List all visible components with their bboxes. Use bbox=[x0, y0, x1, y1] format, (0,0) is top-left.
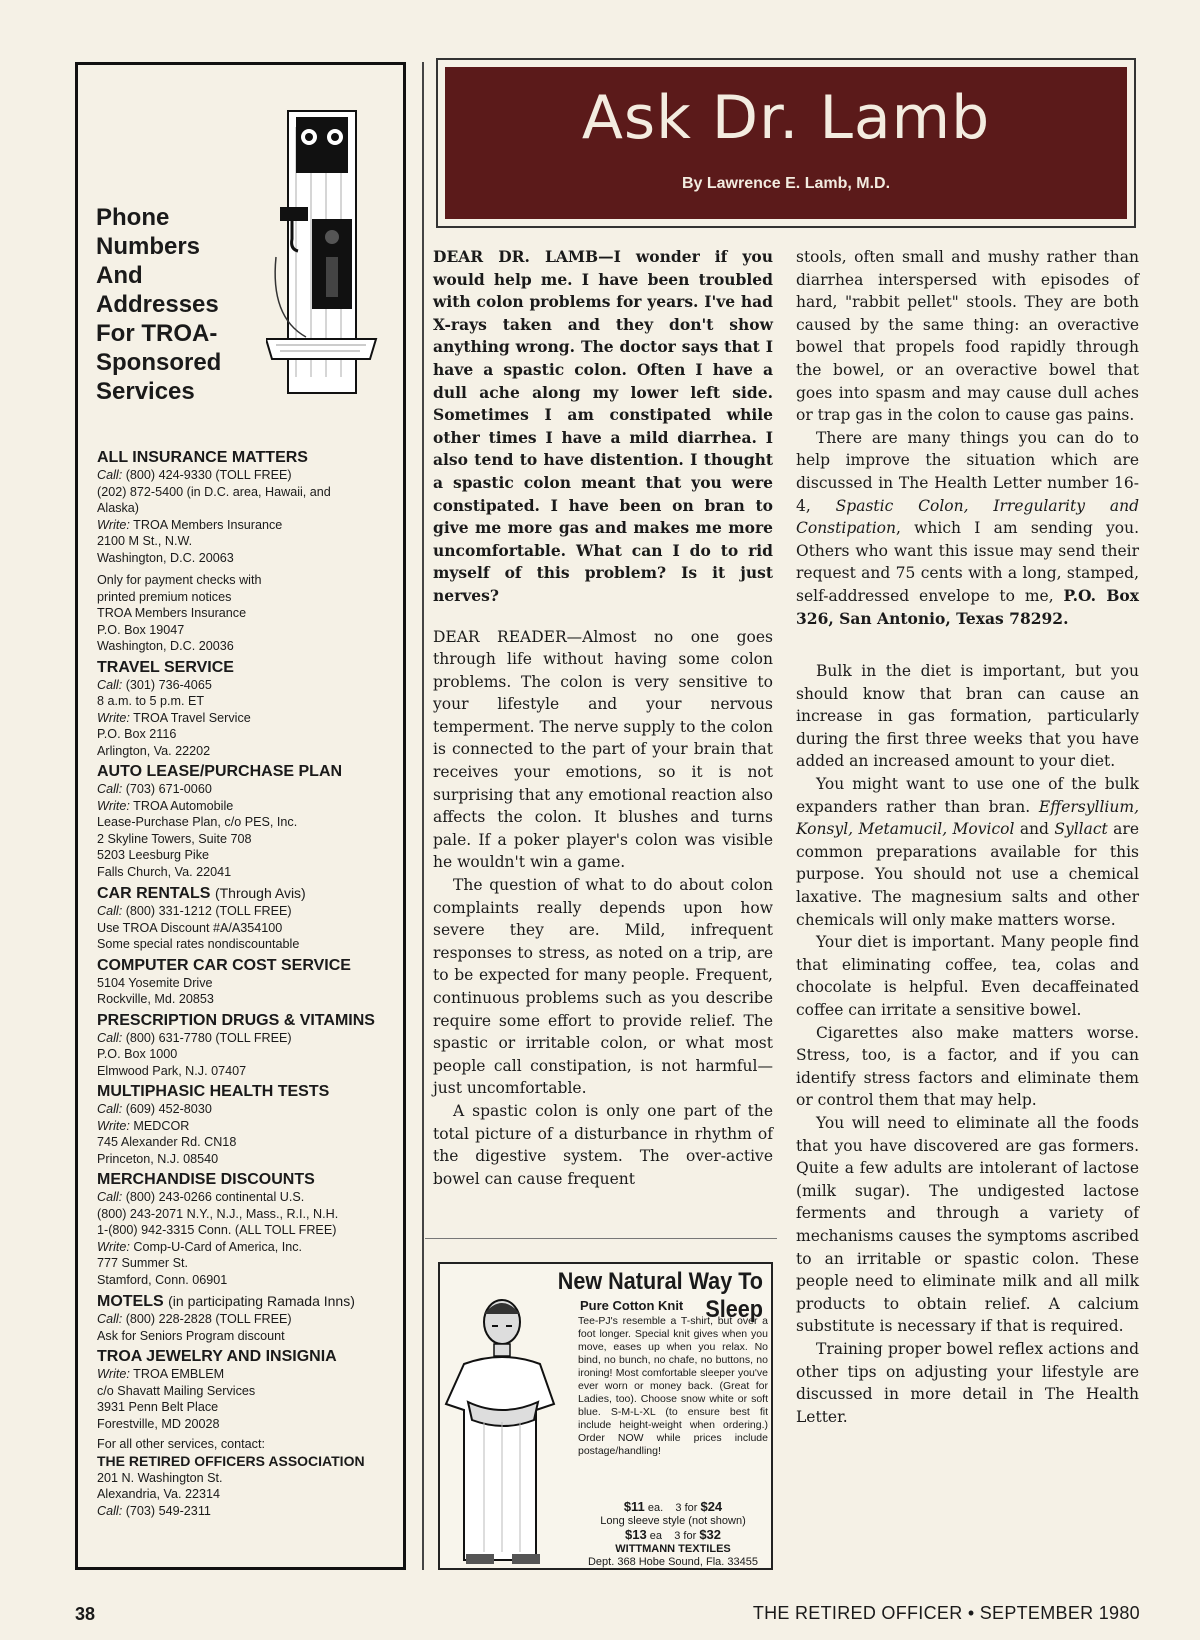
contact-line bbox=[97, 781, 397, 798]
contact-text: (800) 243-0266 continental U.S. bbox=[125, 1190, 305, 1204]
contact-line bbox=[97, 743, 397, 760]
contact-text: TROA Members Insurance bbox=[133, 517, 283, 532]
contact-text: 3931 Penn Belt Place bbox=[97, 1400, 219, 1414]
service-qualifier: (Through Avis) bbox=[214, 885, 306, 901]
contact-label: Write: bbox=[97, 1367, 130, 1381]
contact-line bbox=[97, 936, 397, 953]
heading-line: Numbers bbox=[96, 233, 201, 260]
service-title bbox=[97, 1171, 397, 1189]
column-header bbox=[436, 58, 1136, 228]
other-services-contact bbox=[97, 1436, 397, 1519]
contact-text: P.O. Box 19047 bbox=[97, 622, 185, 637]
contact-text: P.O. Box 2116 bbox=[97, 727, 177, 741]
column-title: Ask Dr. Lamb bbox=[581, 83, 991, 153]
contact-text: 8 a.m. to 5 p.m. ET bbox=[97, 694, 205, 708]
byline: By Lawrence E. Lamb, M.D. bbox=[681, 175, 891, 192]
contact-text: 745 Alexander Rd. CN18 bbox=[97, 1135, 237, 1149]
heading-line: Addresses bbox=[96, 291, 219, 318]
service-title bbox=[97, 1012, 397, 1030]
ad-copy: Tee-PJ's resemble a T-shirt, but over a foot longer. Special knit gives when you move, eases up when you relax. No bind, no bunch, no chafe, no buttons, no ironing! Most comfortable sleeper you've ever worn or money back. (Great for Ladies, too). Choose snow white or soft blue. S-M-L-XL (to ensure best fit include height-weight when ordering.) Order NOW while prices include postage/handling! bbox=[578, 1315, 768, 1457]
contact-line bbox=[97, 726, 397, 743]
contact-line bbox=[97, 1189, 397, 1206]
ad-pricing bbox=[578, 1500, 768, 1569]
contact-line bbox=[97, 1366, 397, 1383]
service-entry bbox=[97, 1083, 397, 1167]
long-sleeve-note: Long sleeve style (not shown) bbox=[600, 1515, 746, 1527]
contact-text: (301) 736-4065 bbox=[125, 677, 212, 692]
contact-label: Call: bbox=[97, 677, 123, 692]
service-entry bbox=[97, 763, 397, 880]
contact-text: Princeton, N.J. 08540 bbox=[97, 1151, 219, 1166]
contact-label: Write: bbox=[97, 517, 130, 532]
service-entry bbox=[97, 957, 397, 1008]
service-title bbox=[97, 1292, 397, 1311]
price-short-sleeve bbox=[578, 1500, 768, 1515]
product-names: Effersyllium, Konsyl, Metamucil, Movicol bbox=[796, 797, 1139, 839]
contact-text: Washington, D.C. 20063 bbox=[97, 550, 234, 565]
heading-line: Sponsored bbox=[96, 349, 222, 376]
directory-list bbox=[97, 447, 397, 1523]
reply-paragraph bbox=[796, 427, 1139, 630]
contact-text: Stamford, Conn. 06901 bbox=[97, 1272, 228, 1287]
service-entry bbox=[97, 659, 397, 760]
reply-paragraph: Your diet is important. Many people find that eliminating coffee, tea, colas and chocolate is helpful. Even decaffeinated coffee can irritate a sensitive bowel. bbox=[796, 933, 1139, 1019]
reply-paragraph: A spastic colon is only one part of the total picture of a disturbance in rhythm of the digestive system. The over-active bowel can cause frequent bbox=[433, 1101, 773, 1188]
service-name: ALL INSURANCE MATTERS bbox=[97, 449, 308, 466]
contact-text: Alexandria, Va. 22314 bbox=[97, 1487, 220, 1501]
service-name: TRAVEL SERVICE bbox=[97, 658, 234, 676]
service-title bbox=[97, 1083, 397, 1101]
contact-line bbox=[97, 1118, 397, 1135]
price-value: $32 bbox=[699, 1527, 722, 1542]
service-entry bbox=[97, 1012, 397, 1080]
contact-text: Comp-U-Card of America, Inc. bbox=[133, 1239, 303, 1254]
service-entry bbox=[97, 449, 397, 655]
price-value: $13 bbox=[624, 1527, 647, 1542]
text-run: , which I am sending you. Others who want this issue may send their request and 75 cents with a long, stamped, self-addressed envelope to me, bbox=[796, 519, 1139, 605]
contact-text: printed premium notices bbox=[97, 589, 232, 604]
service-qualifier: (in participating Ramada Inns) bbox=[168, 1293, 355, 1309]
contact-text: Rockville, Md. 20853 bbox=[97, 992, 214, 1006]
contact-text: (703) 671-0060 bbox=[125, 782, 212, 796]
contact-text: (609) 452-8030 bbox=[125, 1102, 212, 1116]
contact-line bbox=[97, 1101, 397, 1118]
contact-line bbox=[97, 638, 397, 655]
contact-line bbox=[97, 1272, 397, 1289]
contact-line bbox=[97, 589, 397, 606]
contact-text: TROA Automobile bbox=[133, 798, 234, 813]
ad-headline: New Natural Way To Sleep bbox=[557, 1268, 763, 1323]
contact-line bbox=[97, 710, 397, 727]
heading-line: Phone bbox=[96, 204, 170, 231]
contact-text: (703) 549-2311 bbox=[125, 1503, 211, 1518]
reply-paragraph: DEAR READER—Almost no one goes through life without having some colon problems. The colon is very sensitive to your lifestyle and your nervous temperment. The nerve supply to the colon is connected to the part of your brain that receives your emotions, so it is not surprising that any emotional reaction also affects the colon. It blushes and turns pale. If a poker player's colon was visible he wouldn't win a game. bbox=[433, 627, 773, 872]
contact-line bbox=[97, 1399, 397, 1416]
contact-line bbox=[97, 864, 397, 881]
contact-text: (800) 243-2071 N.Y., N.J., Mass., R.I., N.H. bbox=[97, 1206, 339, 1221]
contact-text: 2100 M St., N.W. bbox=[97, 534, 193, 548]
price-bundle: 3 for bbox=[674, 1530, 697, 1542]
contact-label: Write: bbox=[97, 1118, 130, 1133]
contact-text: For all other services, contact: bbox=[97, 1437, 265, 1451]
service-title bbox=[97, 957, 397, 975]
contact-line bbox=[97, 798, 397, 815]
contact-label: Write: bbox=[97, 798, 130, 813]
service-title bbox=[97, 1348, 397, 1366]
service-name: MOTELS bbox=[97, 1293, 164, 1310]
contact-line bbox=[97, 500, 397, 517]
contact-line bbox=[97, 605, 397, 622]
service-name: MERCHANDISE DISCOUNTS bbox=[97, 1171, 315, 1188]
contact-line bbox=[97, 677, 397, 694]
service-name: MULTIPHASIC HEALTH TESTS bbox=[97, 1083, 330, 1100]
contact-line bbox=[97, 1206, 397, 1223]
contact-label: Call: bbox=[97, 1312, 123, 1326]
ad-address: Dept. 368 Hobe Sound, Fla. 33455 bbox=[587, 1556, 758, 1568]
heading-line: Services bbox=[96, 378, 195, 405]
contact-text: 5104 Yosemite Drive bbox=[97, 975, 213, 990]
contact-text: Some special rates nondiscountable bbox=[97, 937, 300, 951]
contact-label: Call: bbox=[97, 468, 123, 482]
price-unit: ea bbox=[649, 1530, 662, 1542]
contact-line bbox=[97, 693, 397, 710]
reader-letter: DEAR DR. LAMB—I wonder if you would help me. I have been troubled with colon problems for years. I've had X-rays taken and they don't show anything wrong. The doctor says that I have a spastic colon. Often I have a dull ache along my lower left side. Sometimes I am constipated while other times I have a mild diarrhea. I also tend to have distention. I thought a spastic colon meant that you were constipated. I have been on bran to give me more gas and makes me more uncomfortable. What can I do to rid myself of this problem? Is it just nerves? bbox=[433, 247, 773, 605]
services-directory bbox=[75, 62, 406, 1570]
contact-line bbox=[97, 1030, 397, 1047]
contact-label: Call: bbox=[97, 782, 123, 796]
publication-title: Spastic Colon, Irregularity and Constipation bbox=[796, 496, 1139, 538]
service-entry bbox=[97, 1292, 397, 1344]
product-names: Syllact bbox=[1054, 820, 1108, 839]
contact-line bbox=[97, 550, 397, 567]
contact-line bbox=[97, 622, 397, 639]
contact-line bbox=[97, 1046, 397, 1063]
text-run: are common preparations available for this purpose. You should not use a chemical laxative. The magnesium salts and other chemicals will only make matters worse. bbox=[796, 820, 1139, 929]
service-name: PRESCRIPTION DRUGS & VITAMINS bbox=[97, 1011, 375, 1029]
text-run: You might want to use one of the bulk expanders rather than bran. bbox=[796, 775, 1139, 816]
sleepwear-advertisement bbox=[438, 1262, 773, 1570]
contact-line bbox=[97, 1383, 397, 1400]
contact-text: 777 Summer St. bbox=[97, 1256, 188, 1270]
column-divider bbox=[422, 62, 424, 1570]
text-run: There are many things you can do to help improve the situation which are discussed in The Health Letter number 16-4, bbox=[796, 428, 1139, 515]
contact-text: (800) 631-7780 (TOLL FREE) bbox=[125, 1030, 292, 1045]
contact-line bbox=[97, 1063, 397, 1080]
contact-line bbox=[97, 991, 397, 1008]
contact-text: Lease-Purchase Plan, c/o PES, Inc. bbox=[97, 815, 298, 829]
heading-line: And bbox=[96, 262, 143, 289]
contact-line bbox=[97, 920, 397, 937]
reply-paragraph: You will need to eliminate all the foods that you have discovered are gas formers. Quite a few adults are intolerant of lactose (milk sugar). The undigested lactose ferments and through a variety of mechanisms causes the symptoms ascribed to an irritable or spastic colon. These people need to eliminate milk and all milk products to obtain relief. A calcium substitute is necessary if that is required. bbox=[796, 1113, 1139, 1336]
contact-label: Call: bbox=[97, 1102, 123, 1116]
organization-name: THE RETIRED OFFICERS ASSOCIATION bbox=[97, 1452, 365, 1469]
contact-line bbox=[97, 1151, 397, 1168]
contact-line bbox=[97, 517, 397, 534]
contact-text: Only for payment checks with bbox=[97, 573, 262, 587]
contact-line bbox=[97, 1134, 397, 1151]
contact-line bbox=[97, 484, 397, 501]
service-entry bbox=[97, 1348, 397, 1432]
article-column-1 bbox=[433, 246, 773, 1190]
price-bundle: 3 for bbox=[675, 1502, 698, 1514]
contact-text: c/o Shavatt Mailing Services bbox=[97, 1383, 256, 1398]
contact-line bbox=[97, 1239, 397, 1256]
directory-heading bbox=[96, 203, 266, 406]
contact-text: Washington, D.C. 20036 bbox=[97, 639, 234, 653]
contact-line bbox=[97, 847, 397, 864]
contact-text: 5203 Leesburg Pike bbox=[97, 848, 210, 862]
reply-paragraph: Cigarettes also make matters worse. Stress, too, is a factor, and if you can identify stress factors and eliminate them or control them that may help. bbox=[796, 1023, 1139, 1110]
reply-paragraph bbox=[796, 773, 1139, 931]
service-title bbox=[97, 884, 397, 903]
service-entry bbox=[97, 1171, 397, 1288]
contact-text: Elmwood Park, N.J. 07407 bbox=[97, 1063, 247, 1078]
contact-line bbox=[97, 903, 397, 920]
service-name: AUTO LEASE/PURCHASE PLAN bbox=[97, 763, 343, 780]
service-name: CAR RENTALS bbox=[97, 885, 211, 902]
contact-line bbox=[97, 467, 397, 484]
contact-text: (800) 228-2828 (TOLL FREE) bbox=[125, 1312, 292, 1326]
ad-divider bbox=[425, 1238, 777, 1239]
contact-text: TROA Travel Service bbox=[133, 710, 251, 725]
reply-paragraph: stools, often small and mushy rather than diarrhea interspersed with episodes of hard, "rabbit pellet" stools. They are both caused by the same thing: an overactive bowel that propels food rapidly through the bowel, or an overactive bowel that goes into spasm and may cause dull aches or trap gas in the colon to cause gas pains. bbox=[796, 248, 1139, 425]
service-title bbox=[97, 659, 397, 677]
service-entry bbox=[97, 884, 397, 953]
price-long-sleeve bbox=[578, 1528, 768, 1543]
header-banner bbox=[445, 67, 1127, 219]
contact-text: 2 Skyline Towers, Suite 708 bbox=[97, 831, 252, 846]
contact-line bbox=[97, 1328, 397, 1345]
contact-label: Call: bbox=[97, 1190, 123, 1204]
page-number: 38 bbox=[75, 1604, 96, 1624]
text-run: and bbox=[1014, 820, 1055, 839]
contact-line bbox=[97, 1416, 397, 1433]
contact-text: (800) 424-9330 (TOLL FREE) bbox=[125, 468, 292, 482]
service-name: COMPUTER CAR COST SERVICE bbox=[97, 956, 351, 974]
contact-line bbox=[97, 1311, 397, 1328]
reply-paragraph: Training proper bowel reflex actions and other tips on adjusting your lifestyle are discussed in more detail in The Health Letter. bbox=[796, 1339, 1139, 1426]
contact-label: Call: bbox=[97, 1030, 123, 1045]
article-column-2 bbox=[796, 246, 1139, 1428]
contact-line bbox=[97, 1503, 397, 1520]
contact-line bbox=[97, 1255, 397, 1272]
contact-label: Write: bbox=[97, 710, 130, 725]
contact-text: TROA Members Insurance bbox=[97, 606, 247, 620]
reply-paragraph: Bulk in the diet is important, but you should know that bran can cause an increase in gas formation, particularly during the first three weeks that you have added an increased amount to your diet. bbox=[796, 662, 1139, 771]
service-name: TROA JEWELRY AND INSIGNIA bbox=[97, 1348, 337, 1365]
contact-text: Falls Church, Va. 22041 bbox=[97, 864, 232, 879]
contact-line bbox=[97, 533, 397, 550]
reply-paragraph: The question of what to do about colon complaints really depends upon how severe they are. Mild, infrequent responses to stress, as noted on a trip, are to be expected for many people. Frequent, continuous problems such as you describe require some effort to provide relief. The spastic or irritable colon, or what most people call constipation, is not harmful—just uncomfortable. bbox=[433, 876, 773, 1098]
magazine-footer: THE RETIRED OFFICER • SEPTEMBER 1980 bbox=[752, 1603, 1140, 1623]
service-title bbox=[97, 763, 397, 781]
mailing-address: P.O. Box 326, San Antonio, Texas 78292. bbox=[796, 585, 1139, 628]
contact-line bbox=[97, 814, 397, 831]
contact-text: Alaska) bbox=[97, 501, 139, 515]
price-value: $24 bbox=[700, 1499, 723, 1514]
contact-text: Use TROA Discount #A/A354100 bbox=[97, 920, 283, 935]
heading-line: For TROA- bbox=[96, 320, 218, 347]
contact-line bbox=[97, 975, 397, 992]
service-title bbox=[97, 449, 397, 467]
contact-text: (800) 331-1212 (TOLL FREE) bbox=[125, 904, 292, 918]
contact-line bbox=[97, 831, 397, 848]
contact-line bbox=[97, 572, 397, 589]
contact-text: MEDCOR bbox=[133, 1118, 190, 1133]
contact-text: (202) 872-5400 (in D.C. area, Hawaii, and bbox=[97, 484, 331, 499]
wall-telephone-icon bbox=[266, 107, 386, 397]
ad-company: WITTMANN TEXTILES bbox=[615, 1543, 731, 1555]
man-in-nightshirt-illustration bbox=[444, 1292, 574, 1568]
contact-text: Arlington, Va. 22202 bbox=[97, 743, 211, 758]
contact-text: TROA EMBLEM bbox=[133, 1367, 225, 1381]
contact-text: P.O. Box 1000 bbox=[97, 1047, 178, 1061]
contact-text: 1-(800) 942-3315 Conn. (ALL TOLL FREE) bbox=[97, 1223, 337, 1237]
contact-label: Call: bbox=[97, 904, 123, 918]
contact-label: Write: bbox=[97, 1239, 130, 1254]
contact-line bbox=[97, 1222, 397, 1239]
ad-subheadline: Pure Cotton Knit bbox=[580, 1298, 684, 1313]
price-value: $11 bbox=[623, 1499, 645, 1514]
contact-text: Ask for Seniors Program discount bbox=[97, 1328, 285, 1343]
contact-label: Call: bbox=[97, 1503, 123, 1518]
contact-text: Forestville, MD 20028 bbox=[97, 1416, 220, 1431]
contact-text: 201 N. Washington St. bbox=[97, 1470, 223, 1485]
price-unit: ea. bbox=[647, 1502, 664, 1514]
